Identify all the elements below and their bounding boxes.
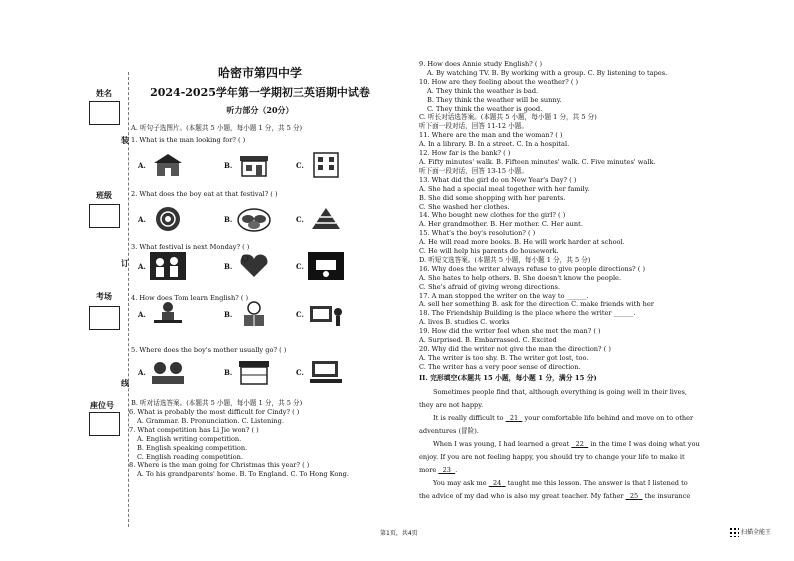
- cloze-passage: [419, 386, 701, 503]
- section-c-heading: C. 听长对话选答案。(本题共 5 小题，每小题 1 分，共 5 分): [419, 113, 597, 122]
- question-14: 14. Who bought new clothes for the girl? ( ): [419, 211, 566, 220]
- name-label: 姓名: [96, 89, 112, 98]
- option-b[interactable]: B.: [224, 368, 233, 377]
- question-10: 10. How are they feeling about the weather? ( ): [419, 77, 579, 86]
- blank-22-number: 22: [575, 440, 584, 448]
- section-b-heading: B. 听对话选答案。(本题共 5 小题，每小题 1 分，共 5 分): [131, 399, 303, 407]
- exam-room-label: 考场: [96, 292, 112, 301]
- cloze-line-3: [419, 412, 701, 425]
- q2-options: [136, 205, 406, 233]
- class-box[interactable]: [89, 204, 120, 228]
- listening-title: 听力部分（20分）: [226, 105, 294, 115]
- blank-24-number: 24: [492, 479, 502, 487]
- family-icon: [150, 252, 186, 280]
- blank-21[interactable]: [506, 414, 523, 422]
- cloze-text: more: [419, 466, 439, 474]
- question-6-options: A. Grammar. B. Pronunciation. C. Listening.: [137, 416, 284, 425]
- seat-label: 座位号: [90, 401, 114, 410]
- option-a[interactable]: A.: [138, 215, 146, 224]
- question-7-option-a: A. English writing competition.: [137, 434, 242, 443]
- option-c[interactable]: C.: [296, 262, 304, 271]
- question-19: 19. How did the writer feel when she met the man? ( ): [419, 327, 601, 336]
- question-5: 5. Where does the boy's mother usually go? ( ): [131, 346, 287, 354]
- question-3: 3. What festival is next Monday? ( ): [131, 243, 250, 251]
- question-8: 8. Where is the man going for Christmas this year? ( ): [129, 461, 310, 470]
- question-20-options: A. The writer is too shy. B. The writer got lost, too.: [419, 353, 589, 362]
- option-c[interactable]: C.: [296, 368, 304, 377]
- blank-23[interactable]: [438, 466, 458, 474]
- option-a[interactable]: A.: [138, 310, 146, 319]
- cloze-text: taught me this lesson. The answer is that I listened to: [505, 479, 688, 487]
- question-7: 7. What competition has Li Jie won? ( ): [129, 425, 259, 434]
- reading-boy-icon: [236, 300, 272, 328]
- option-b[interactable]: B.: [224, 215, 233, 224]
- cloze-line-9: [419, 490, 701, 503]
- question-18-options: A. lives B. studies C. works: [419, 318, 510, 327]
- question-14-options: A. Her grandmother. B. Her mother. C. Her aunt.: [419, 220, 583, 229]
- question-11: 11. Where are the man and the woman? ( ): [419, 131, 563, 140]
- question-10-option-c: C. They think the weather is good.: [427, 104, 543, 113]
- cloze-text: .: [455, 466, 458, 474]
- question-17-options: A. sell her something B. ask for the direction C. make friends with her: [419, 300, 654, 309]
- question-13: 13. What did the girl do on New Year's Day? ( ): [419, 175, 577, 184]
- option-b[interactable]: B.: [224, 310, 233, 319]
- question-10-option-a: A. They think the weather is bad.: [427, 86, 539, 95]
- q4-options: [136, 300, 406, 328]
- seat-box[interactable]: [89, 412, 120, 436]
- scanner-watermark: 扫描全能王: [741, 529, 772, 536]
- class-label: 班级: [96, 191, 112, 200]
- question-20-option-c: C. The writer has a very poor sense of direction.: [419, 362, 581, 371]
- question-19-options: A. Surprised. B. Embarrassed. C. Excited: [419, 336, 557, 345]
- question-13-option-c: C. She washed her clothes.: [419, 202, 510, 211]
- option-a[interactable]: A.: [138, 161, 146, 170]
- question-12-options: A. Fifty minutes' walk. B. Fifteen minutes' walk. C. Five minutes' walk.: [419, 157, 656, 166]
- cloze-text: the advice of my dad who is also my great teacher. My father: [419, 492, 626, 500]
- question-16-options: A. She hates to help others. B. She doesn't know the people.: [419, 273, 622, 282]
- question-9: 9. How does Annie study English? ( ): [419, 60, 543, 68]
- cloze-line-5: [419, 438, 701, 451]
- mooncake-icon: [150, 205, 186, 233]
- name-box[interactable]: [89, 101, 120, 125]
- qr-code-icon: [728, 526, 739, 537]
- cloze-line-6: enjoy. If you are not feeling happy, you should try to change your life to make it: [419, 453, 685, 461]
- question-15: 15. What's the boy's resolution? ( ): [419, 229, 536, 238]
- blank-25-number: 25: [629, 492, 639, 500]
- q3-options: [136, 252, 406, 280]
- cloze-text: When I was young, I had learned a great: [433, 440, 572, 448]
- house-icon: [150, 151, 186, 179]
- blank-21-number: 21: [509, 414, 519, 422]
- building-icon: [308, 151, 344, 179]
- option-a[interactable]: A.: [138, 262, 146, 271]
- cloze-line-7: [419, 464, 701, 477]
- school-title: 哈密市第四中学: [217, 66, 302, 80]
- question-12: 12. How far is the bank? ( ): [419, 149, 511, 158]
- section-a-heading: A. 听句子选图片。(本题共 5 小题，每小题 1 分，共 5 分): [131, 124, 303, 132]
- cloze-line-4: adventures (冒险).: [419, 427, 479, 435]
- cloze-line-8: [419, 477, 701, 490]
- question-13-option-a: A. She had a special meal together with her family.: [419, 184, 590, 193]
- dumplings-icon: [236, 205, 272, 233]
- student-desk-icon: [150, 300, 186, 328]
- cloze-line-2: they are not happy.: [419, 401, 484, 409]
- cloze-text: your comfortable life behind and move on to other: [522, 414, 694, 422]
- blank-24[interactable]: [489, 479, 506, 487]
- section-d-heading: D. 听短文选答案。(本题共 5 小题，每小题 1 分，共 5 分): [419, 255, 591, 264]
- cloze-line-1: Sometimes people find that, although everything is going well in their lives,: [433, 388, 688, 396]
- computer-icon: [308, 358, 344, 386]
- question-9-options: A. By watching TV. B. By working with a group. C. By listening to tapes.: [427, 68, 668, 77]
- question-16-option-c: C. She's afraid of giving wrong directions.: [419, 282, 560, 291]
- fold-char-1: 装: [121, 135, 129, 145]
- section-b-questions: [129, 408, 401, 479]
- question-2: 2. What does the boy eat at that festival? ( ): [131, 190, 278, 198]
- section-ii-heading: II. 完形填空(本题共 15 小题，每小题 1 分，满分 15 分): [419, 374, 597, 382]
- fold-char-3: 线: [121, 378, 129, 388]
- question-10-option-b: B. They think the weather will be sunny.: [427, 95, 562, 104]
- page-number: 第1页，共4页: [380, 530, 418, 537]
- option-c[interactable]: C.: [296, 215, 304, 224]
- exam-title: 2024-2025学年第一学期初三英语期中试卷: [150, 86, 370, 99]
- question-16: 16. Why does the writer always refuse to give people directions? ( ): [419, 264, 646, 273]
- question-6: 6. What is probably the most difficult for Cindy? ( ): [129, 408, 300, 416]
- option-a[interactable]: A.: [138, 368, 146, 377]
- store-icon: [236, 358, 272, 386]
- heart-card-icon: [236, 252, 272, 280]
- question-20: 20. Why did the writer not give the man the direction? ( ): [419, 345, 611, 353]
- cloze-text: the insurance: [642, 492, 691, 500]
- tv-icon: [308, 300, 344, 328]
- question-13-option-b: B. She did some shopping with her parents.: [419, 193, 566, 202]
- question-11-options: A. In a library. B. In a street. C. In a hospital.: [419, 140, 570, 149]
- blank-22[interactable]: [571, 440, 588, 448]
- question-1: 1. What is the man looking for? ( ): [131, 136, 246, 144]
- option-b[interactable]: B.: [224, 161, 233, 170]
- cloze-text: You may ask me: [433, 479, 489, 487]
- question-7-option-b: B. English speaking competition.: [137, 443, 248, 452]
- section-c-sub2: 听下面一段对话，回答 13-15 小题。: [419, 166, 528, 175]
- question-7-option-c: C. English reading competition.: [137, 452, 243, 461]
- question-8-options: A. To his grandparents' home. B. To England. C. To Hong Kong.: [137, 470, 349, 479]
- blank-23-number: 23: [442, 466, 451, 474]
- garden-icon: [150, 358, 186, 386]
- q1-options: [136, 151, 406, 179]
- question-15-option-c: C. He will help his parents do housework.: [419, 247, 559, 256]
- option-c[interactable]: C.: [296, 161, 304, 170]
- question-17: 17. A man stopped the writer on the way to ______.: [419, 291, 589, 300]
- festival-card-icon: [308, 252, 344, 280]
- question-15-options: A. He will read more books. B. He will work harder at school.: [419, 238, 625, 247]
- fold-char-2: 订: [121, 258, 129, 268]
- cloze-text: It is really difficult to: [433, 414, 506, 422]
- cloze-text: in the time I was doing what you: [588, 440, 700, 448]
- option-c[interactable]: C.: [296, 310, 304, 319]
- zongzi-icon: [308, 205, 344, 233]
- question-4: 4. How does Tom learn English? ( ): [131, 294, 249, 302]
- section-c-sub1: 听下面一段对话，回答 11-12 小题。: [419, 122, 528, 131]
- q5-options: [136, 358, 406, 386]
- blank-25[interactable]: [626, 492, 643, 500]
- question-18: 18. The Friendship Building is the place where the writer ______.: [419, 309, 636, 318]
- shop-icon: [236, 151, 272, 179]
- option-b[interactable]: B.: [224, 262, 233, 271]
- exam-room-box[interactable]: [89, 306, 120, 330]
- right-column: [419, 60, 694, 372]
